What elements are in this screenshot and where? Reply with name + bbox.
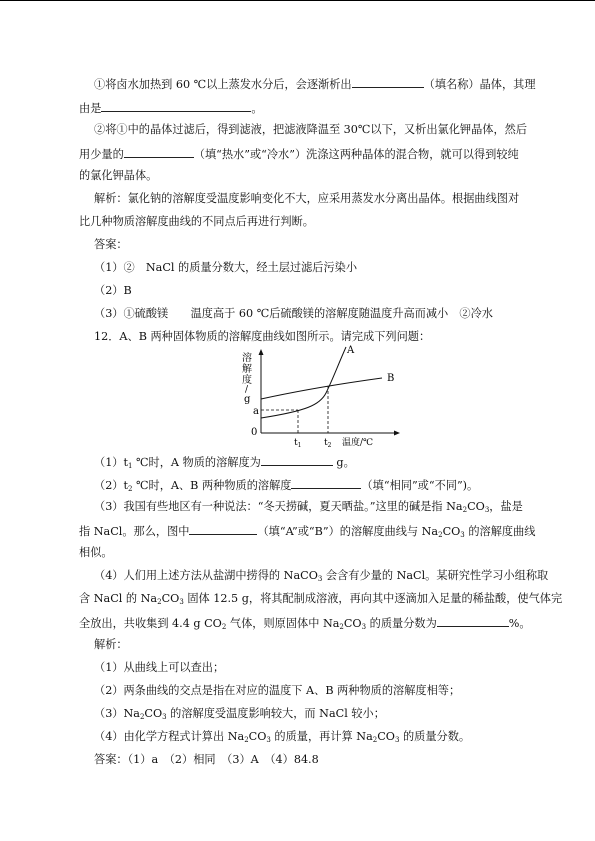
text: CO xyxy=(248,730,267,743)
text: ℃时，A、B 两种物质的溶解度 xyxy=(132,479,292,492)
text: （3）Na xyxy=(94,707,140,720)
q11-part2-line2 xyxy=(79,146,519,162)
answer-blank[interactable] xyxy=(291,477,361,489)
origin-label: 0 xyxy=(251,427,258,438)
text: ，盐是 xyxy=(489,500,523,513)
text: 气体，则原固体中 Na xyxy=(226,617,340,630)
y-tick-a: a xyxy=(253,406,259,417)
text: 。 xyxy=(251,102,263,115)
text: ②将①中的晶体过滤后，得到滤液，把滤液降温至 30℃以下，又析出氯化钾晶体，然后 xyxy=(94,123,528,136)
q12-4-line1 xyxy=(94,569,548,583)
subscript: 2 xyxy=(157,598,162,606)
subscript: 2 xyxy=(128,485,133,493)
text: 全放出，共收集到 4.4 g CO xyxy=(79,617,222,630)
q11-answer-3: （3）①硫酸镁 温度高于 60 ℃后硫酸镁的溶解度随温度升高而减小 ②冷水 xyxy=(94,307,493,320)
text: 的溶解度受温度影响较大，而 NaCl 较小； xyxy=(166,707,385,720)
subscript: 3 xyxy=(361,623,367,631)
subscript: 3 xyxy=(317,575,323,583)
subscript: 2 xyxy=(139,713,145,721)
subscript: 3 xyxy=(484,506,490,514)
q11-part2-line1 xyxy=(94,123,527,137)
text: 用少量的 xyxy=(79,148,124,161)
text: g。 xyxy=(332,456,355,469)
x-axis-arrow xyxy=(394,431,400,436)
subscript: 3 xyxy=(179,598,184,606)
answer-blank[interactable] xyxy=(352,76,424,88)
q12-4-line2 xyxy=(79,592,562,606)
answer-blank[interactable] xyxy=(101,100,251,112)
text: 指 NaCl。那么，图中 xyxy=(79,525,190,538)
subscript: 2 xyxy=(244,736,249,744)
text: （4）人们用上述方法从盐湖中捞得的 NaCO xyxy=(94,569,318,582)
q11-analysis-line1 xyxy=(94,192,519,206)
q12-analysis-label: 解析： xyxy=(94,638,128,651)
y-label-char: / xyxy=(245,385,249,395)
x-tick-t1: $t_1$ xyxy=(294,438,302,449)
q12-analysis-3 xyxy=(94,707,385,721)
y-label-char: 溶 xyxy=(242,353,252,364)
text: 的氯化钾晶体。 xyxy=(79,169,158,182)
text: 的质量分数。 xyxy=(399,730,471,743)
text: 由是 xyxy=(79,102,102,115)
curve-b xyxy=(261,378,382,399)
subscript: 1 xyxy=(128,462,133,470)
text: CO xyxy=(144,707,163,720)
q11-analysis-line2 xyxy=(79,215,314,229)
y-label-char: 解 xyxy=(242,364,252,375)
page-top-rule xyxy=(0,0,595,1)
answer-blank[interactable] xyxy=(437,615,509,627)
q11-answer-2: （2）B xyxy=(94,284,132,297)
q12-2 xyxy=(94,477,478,493)
q12-analysis-4 xyxy=(94,730,470,744)
y-label-char: 度 xyxy=(242,375,252,386)
subscript: 2 xyxy=(221,623,227,631)
text: 比几种物质溶解度曲线的不同点后再进行判断。 xyxy=(79,215,314,228)
subscript: 3 xyxy=(266,736,271,744)
subscript: 3 xyxy=(162,713,167,721)
q12-title: 12．A、B 两种固体物质的溶解度曲线如图所示。请完成下列问题： xyxy=(94,330,431,343)
curve-b-label: B xyxy=(387,373,395,384)
q12-answer: 答案：（1）a （2）相同 （3）A （4）84.8 xyxy=(94,753,319,766)
answer-blank[interactable] xyxy=(189,523,257,535)
q12-analysis-2: （2）两条曲线的交点是指在对应的温度下 A、B 两种物质的溶解度相等； xyxy=(94,684,461,697)
subscript: 2 xyxy=(438,531,443,539)
y-axis-arrow xyxy=(259,349,264,355)
x-tick-t2: $t_2$ xyxy=(324,438,332,449)
text: CO xyxy=(442,525,461,538)
text: （填“热水”或“冷水”）洗涤这两种晶体的混合物，就可以得到较纯 xyxy=(193,148,519,161)
text: （填名称）晶体，其理 xyxy=(423,78,536,91)
text: 的溶解度曲线 xyxy=(464,525,536,538)
q11-part1-line1 xyxy=(94,76,536,92)
text: ①将卤水加热到 60 ℃以上蒸发水分后，会逐渐析出 xyxy=(94,78,352,91)
subscript: 2 xyxy=(339,623,344,631)
answer-blank[interactable] xyxy=(261,454,333,466)
text: （2）t xyxy=(94,479,128,492)
answer-blank[interactable] xyxy=(124,146,194,158)
y-label-char: g xyxy=(244,394,251,405)
x-axis-label: 温度/℃ xyxy=(342,438,374,448)
curve-a-label: A xyxy=(347,345,355,356)
text: 会含有少量的 NaCl。某研究性学习小组称取 xyxy=(322,569,549,582)
text: 的质量分数为 xyxy=(366,617,437,630)
text: CO xyxy=(467,500,485,513)
text: ℃时，A 物质的溶解度为 xyxy=(132,456,261,469)
text: 含 NaCl 的 Na xyxy=(79,592,158,605)
q12-3-line1 xyxy=(94,500,523,514)
q12-3-line3: 相似。 xyxy=(79,546,113,559)
text: （填“相同”或“不同”)。 xyxy=(361,479,479,492)
q11-part2-line3 xyxy=(79,169,157,183)
text: CO xyxy=(377,730,395,743)
text: （填“A”或“B”）的溶解度曲线与 Na xyxy=(257,525,439,538)
text: CO xyxy=(343,617,362,630)
q11-part1-line2 xyxy=(79,100,263,116)
solubility-curve-figure xyxy=(236,343,416,449)
text: 的质量，再计算 Na xyxy=(270,730,373,743)
q11-answer-label: 答案： xyxy=(94,238,128,251)
q12-3-line2 xyxy=(79,523,535,539)
subscript: 3 xyxy=(394,736,400,744)
text: （1）t xyxy=(94,456,128,469)
text: CO xyxy=(161,592,180,605)
text: 解析：氯化钠的溶解度受温度影响变化不大，应采用蒸发水分离出晶体。根据曲线图对 xyxy=(94,192,520,205)
q12-analysis-1: （1）从曲线上可以查出； xyxy=(94,661,225,674)
curve-a xyxy=(261,347,346,418)
subscript: 3 xyxy=(460,531,465,539)
text: （4）由化学方程式计算出 Na xyxy=(94,730,245,743)
text: %。 xyxy=(508,617,531,630)
subscript: 2 xyxy=(462,506,468,514)
subscript: 2 xyxy=(372,736,378,744)
text: （3）我国有些地区有一种说法：“冬天捞碱，夏天晒盐。”这里的碱是指 Na xyxy=(94,500,463,513)
q12-1 xyxy=(94,454,355,470)
text: 固体 12.5 g，将其配制成溶液，再向其中逐滴加入足量的稀盐酸，使气体完 xyxy=(183,592,563,605)
q12-4-line3 xyxy=(79,615,531,631)
q11-answer-1: （1）② NaCl 的质量分数大，经土层过滤后污染小 xyxy=(94,261,358,274)
